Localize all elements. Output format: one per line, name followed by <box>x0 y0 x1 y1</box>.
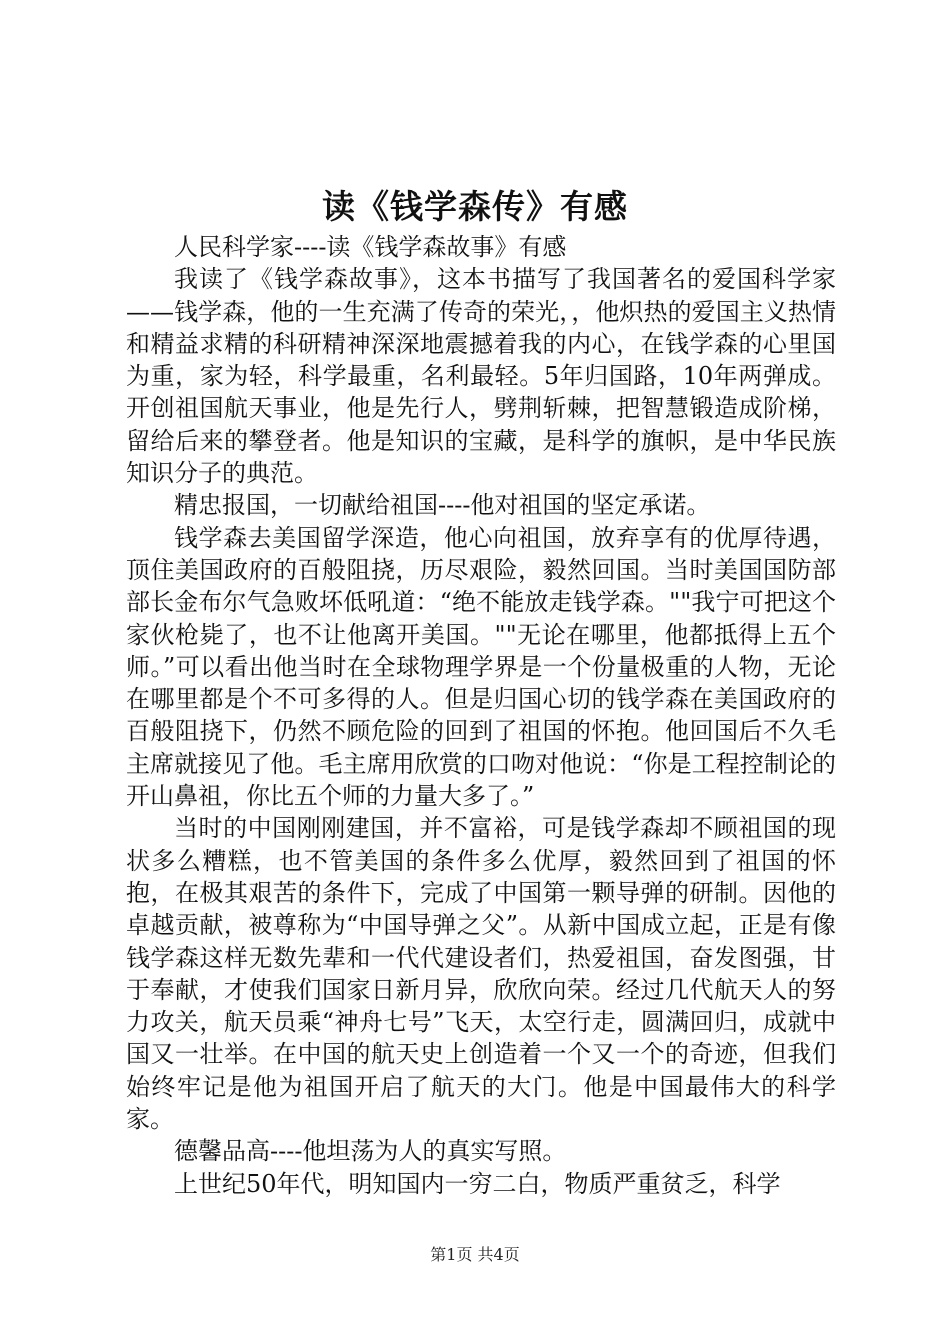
paragraph-heading-loyalty: 精忠报国，一切献给祖国----他对祖国的坚定承诺。 <box>174 491 711 520</box>
paragraph-1950s: 上世纪50年代，明知国内一穷二白，物质严重贫乏，科学 <box>174 1169 781 1198</box>
paragraph-missile-father: 当时的中国刚刚建国，并不富裕，可是钱学森却不顾祖国的现状多么糟糕，也不管美国的条件多么优厚，毅然回到了祖国的怀抱，在极其艰苦的条件下，完成了中国第一颗导弹的研制。因他的卓越贡献，被尊称为“中国导弹之父”。从新中国成立起，正是有像钱学森这样无数先辈和一代代建设者们，热爱祖国，奋发图强，甘于奉献，才使我们国家日新月异，欣欣向荣。经过几代航天人的努力攻关，航天员乘“神舟七号”飞天，太空行走，圆满回归，成就中国又一壮举。在中国的航天史上创造着一个又一个的奇迹，但我们始终牢记是他为祖国开启了航天的大门。他是中国最伟大的科学家。 <box>126 814 836 1134</box>
document-body <box>126 231 836 1200</box>
paragraph-return-home: 钱学森去美国留学深造，他心向祖国，放弃享有的优厚待遇，顶住美国政府的百般阻挠，历尽艰险，毅然回国。当时美国国防部部长金布尔气急败坏低吼道：“绝不能放走钱学森。""我宁可把这个家伙枪毙了，也不让他离开美国。""无论在哪里，他都抵得上五个师。”可以看出他当时在全球物理学界是一个份量极重的人物，无论在哪里都是个不可多得的人。但是归国心切的钱学森在美国政府的百般阻挠下，仍然不顾危险的回到了祖国的怀抱。他回国后不久毛主席就接见了他。毛主席用欣赏的口吻对他说：“你是工程控制论的开山鼻祖，你比五个师的力量大多了。” <box>126 523 836 811</box>
paragraph-intro: 我读了《钱学森故事》，这本书描写了我国著名的爱国科学家——钱学森，他的一生充满了传奇的荣光，，他炽热的爱国主义热情和精益求精的科研精神深深地震撼着我的内心，在钱学森的心里国为重，家为轻，科学最重，名利最轻。5年归国路，10年两弹成。开创祖国航天事业，他是先行人，劈荆斩棘，把智慧锻造成阶梯，留给后来的攀登者。他是知识的宝藏，是科学的旗帜，是中华民族知识分子的典范。 <box>126 265 836 488</box>
paragraph-heading-virtue: 德馨品高----他坦荡为人的真实写照。 <box>174 1137 567 1166</box>
document-title: 读《钱学森传》有感 <box>322 187 628 226</box>
paragraph-subtitle: 人民科学家----读《钱学森故事》有感 <box>174 233 567 261</box>
page-number-footer: 第1页 共4页 <box>430 1245 520 1264</box>
